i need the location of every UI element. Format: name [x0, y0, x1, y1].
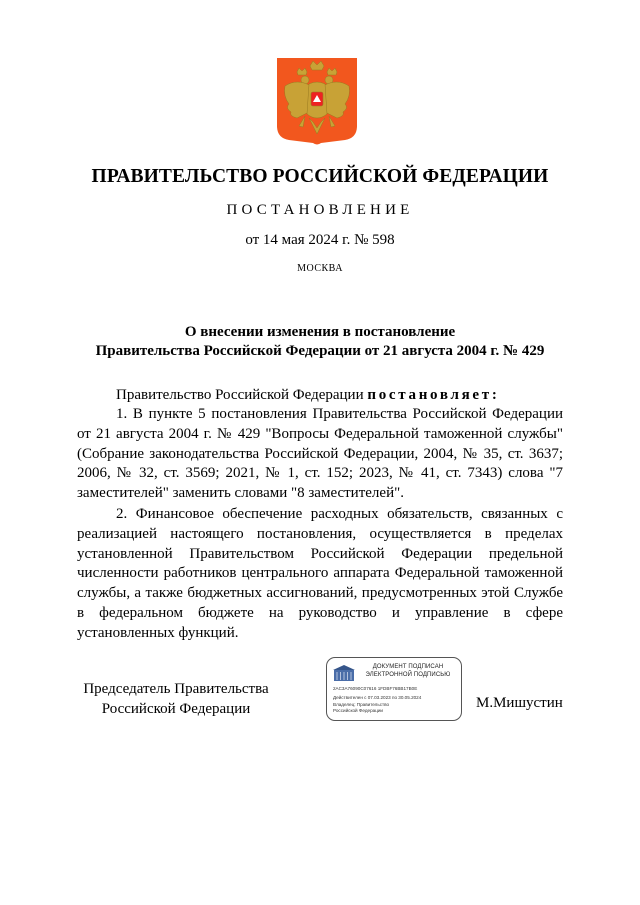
intro-lead: Правительство Российской Федерации: [116, 387, 368, 403]
certificate-number: 2AC3A76090C07616 1FDBF76BB17B0E: [333, 686, 418, 691]
document-type: ПОСТАНОВЛЕНИЕ: [226, 202, 414, 218]
signatory-title: [78, 680, 274, 719]
certificate-validity: Действителен с 07.03.2023 по 30.05.2024: [333, 695, 422, 700]
building-icon: [333, 664, 355, 682]
certificate-owner: Владелец: Правительство Российской Федерации: [333, 702, 390, 713]
electronic-signature-stamp: [326, 657, 462, 721]
intro-verb: постановляет:: [367, 387, 500, 403]
paragraph-1: 1. В пункте 5 постановления Правительства Российской Федерации от 21 августа 2004 г. № 429 "Вопросы Федеральной таможенной службы" (Собрание законодательства Российской Федерации, 2004, № 35, ст. 3637; 2006, № 32, ст. 3569; 2021, № 1, ст. 152; 2023, № 41, ст. 7343) слова "7 заместителей" заменить словами "8 заместителей".: [77, 406, 563, 502]
signatory-title-line-2: Российской Федерации: [101, 700, 251, 717]
intro-paragraph: [77, 386, 563, 406]
document-subject: [0, 323, 640, 361]
signatory-name: М.Мишустин: [476, 695, 563, 711]
stamp-heading: [357, 664, 459, 679]
document-city: МОСКВА: [297, 263, 343, 274]
subject-line-2: Правительства Российской Федерации от 21 августа 2004 г. № 429: [95, 343, 545, 359]
document-date-number: от 14 мая 2024 г. № 598: [245, 232, 395, 248]
stamp-heading-line-2: ЭЛЕКТРОННОЙ ПОДПИСЬЮ: [365, 671, 451, 678]
stamp-heading-line-1: ДОКУМЕНТ ПОДПИСАН: [372, 664, 444, 670]
signatory-title-line-1: Председатель Правительства: [83, 681, 269, 697]
coat-of-arms-icon: [275, 56, 359, 148]
government-title: ПРАВИТЕЛЬСТВО РОССИЙСКОЙ ФЕДЕРАЦИИ: [91, 166, 549, 187]
paragraph-2: 2. Финансовое обеспечение расходных обязательств, связанных с реализацией настоящего постановления, осуществляется в пределах установленной Правительством Российской Федерации предельной численности работников центрального аппарата Федеральной таможенной службы, а также бюджетных ассигнований, предусмотренных этой Службе в федеральном бюджете на руководство и управление в сфере установленных функций.: [77, 506, 563, 641]
subject-line-1: О внесении изменения в постановление: [184, 324, 456, 340]
